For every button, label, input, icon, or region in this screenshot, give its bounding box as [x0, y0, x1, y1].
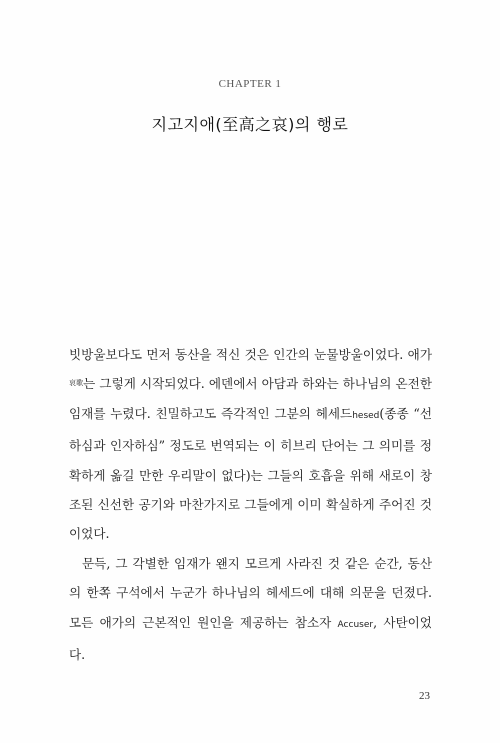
paragraph-2-text-a: 문득, 그 각별한 임재가 왠지 모르게 사라진 것 같은 순간, 동산의 한쪽 구석에서 누군가 하나님의 헤세드에 대해 의문을 던졌다. 모든 애가의 근본적인 원인을 제공하는 참소자: [69, 555, 432, 630]
paragraph-1-text-a: 빗방울보다도 먼저 동산을 적신 것은 인간의 눈물방울이었다. 애가: [69, 347, 432, 362]
paragraph-2-text-b: , 사탄이었다.: [69, 614, 432, 663]
paragraph-1-text-c: (종종 “선하심과 인자하심” 정도로 번역되는 이 히브리 단어는 그 의미를 정확하게 옮길 만한 우리말이 없다)는 그들의 호흡을 위해 새로이 창조된 신선한 공기와 마찬가지로 그들에게 이미 확실하게 주어진 것이었다.: [69, 405, 432, 542]
chapter-title: 지고지애(至高之哀)의 행로: [151, 115, 349, 134]
accuser-term: Accuser: [337, 619, 374, 630]
paragraph-1: [69, 340, 432, 549]
paragraph-1-text-b: 는 그렇게 시작되었다. 에덴에서 아담과 하와는 하나님의 온전한 임재를 누렸다. 친밀하고도 즉각적인 그분의 헤세드: [69, 376, 432, 421]
page-number: 23: [419, 690, 430, 702]
body-text: [69, 340, 432, 669]
paragraph-2: [69, 549, 432, 670]
hanja-annotation: 哀歌: [69, 379, 84, 388]
chapter-label: CHAPTER 1: [218, 78, 282, 90]
hesed-term: hesed: [352, 410, 380, 421]
